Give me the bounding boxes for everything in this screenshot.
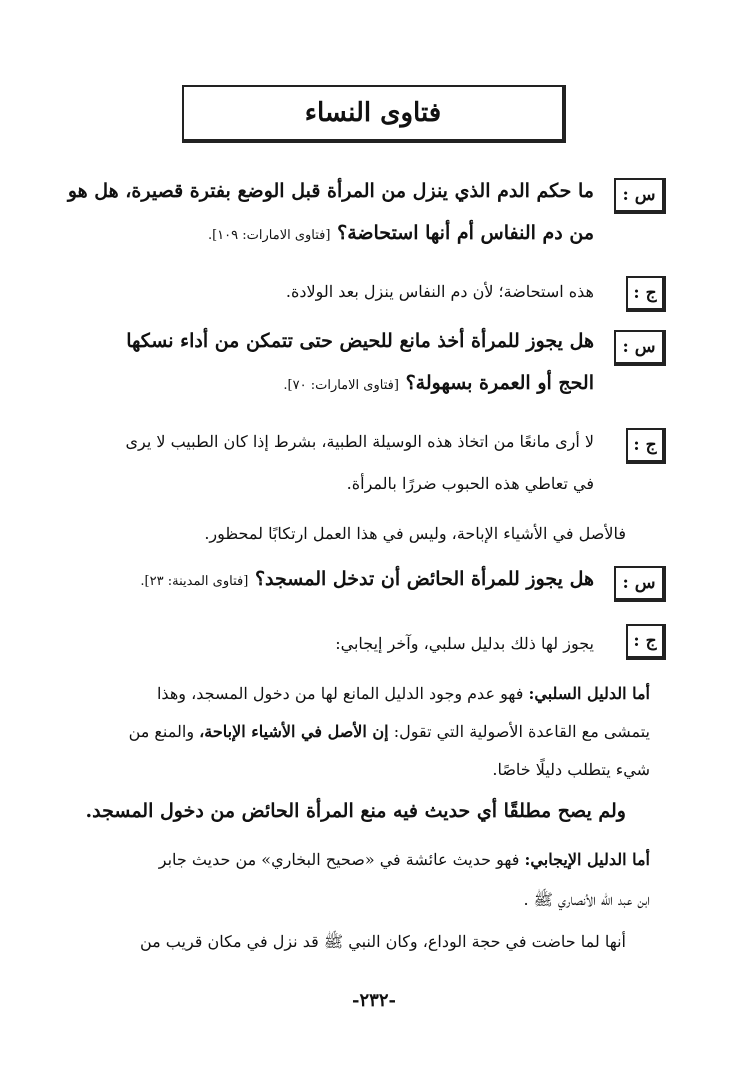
question-3-reference: [فتاوى المدينة: ٢٣]. [140,574,249,589]
answer-2-line-2: في تعاطي هذه الحبوب ضررًا بالمرأة. [346,474,594,493]
question-1-reference: [فتاوى الامارات: ١٠٩]. [207,228,331,243]
hadith-text-line: أنها لما حاضت في حجة الوداع، وكان النبي ﷺ قد نزل في مكان قريب من [139,932,626,951]
page-title: فتاوى النساء [304,98,442,128]
question-1-line-1: ما حكم الدم الذي ينزل من المرأة قبل الوضع بفترة قصيرة، هل هو [67,180,594,202]
answer-tag: ج : [626,428,666,464]
answer-2-line-3: فالأصل في الأشياء الإباحة، وليس في هذا العمل ارتكابًا لمحظور. [204,524,626,543]
question-tag: س : [614,178,666,214]
question-3-line-1 [140,568,594,590]
answer-3-intro: يجوز لها ذلك بدليل سلبي، وآخر إيجابي: [335,634,594,653]
negative-evidence-text: فهو عدم وجود الدليل المانع لها من دخول المسجد، وهذا [156,684,524,703]
question-2-line-2 [283,372,594,394]
answer-1-line-1: هذه استحاضة؛ لأن دم النفاس ينزل بعد الولادة. [285,282,594,301]
positive-evidence-text: فهو حديث عائشة في «صحيح البخاري» من حديث جابر [158,850,520,869]
negative-evidence-line-3: شيء يتطلب دليلًا خاصًا. [492,760,650,779]
negative-evidence-text-3: والمنع من [128,722,195,741]
question-1-line-2 [208,222,594,244]
negative-evidence-heading: أما الدليل السلبي: [528,684,650,703]
no-hadith-statement: ولم يصح مطلقًا أي حديث فيه منع المرأة الحائض من دخول المسجد. [85,800,626,822]
negative-evidence-line-2 [129,722,650,741]
question-tag: س : [614,566,666,602]
question-2-text: الحج أو العمرة بسهولة؟ [405,372,594,394]
positive-evidence-heading: أما الدليل الإيجابي: [524,850,650,869]
negative-evidence-line-1 [157,684,650,703]
answer-tag: ج : [626,276,666,312]
question-3-text: هل يجوز للمرأة الحائض أن تدخل المسجد؟ [254,568,594,590]
header-box [182,85,566,143]
negative-evidence-text-2: يتمشى مع القاعدة الأصولية التي تقول: [393,722,650,741]
question-tag: س : [614,330,666,366]
question-2-reference: [فتاوى الامارات: ٧٠]. [283,378,399,393]
positive-evidence-line-1 [159,850,650,869]
question-1-text: من دم النفاس أم أنها استحاضة؟ [337,222,594,244]
question-2-line-1: هل يجوز للمرأة أخذ مانع للحيض حتى تتمكن من أداء نسكها [126,330,594,352]
rule-text: إن الأصل في الأشياء الإباحة، [199,722,389,741]
answer-2-line-1: لا أرى مانعًا من اتخاذ هذه الوسيلة الطبية، بشرط إذا كان الطبيب لا يرى [125,432,594,451]
page-number: -٢٣٢- [352,990,396,1011]
positive-evidence-line-2: ابن عبد الله الأنصاري ﷺ . [523,890,650,909]
answer-tag: ج : [626,624,666,660]
